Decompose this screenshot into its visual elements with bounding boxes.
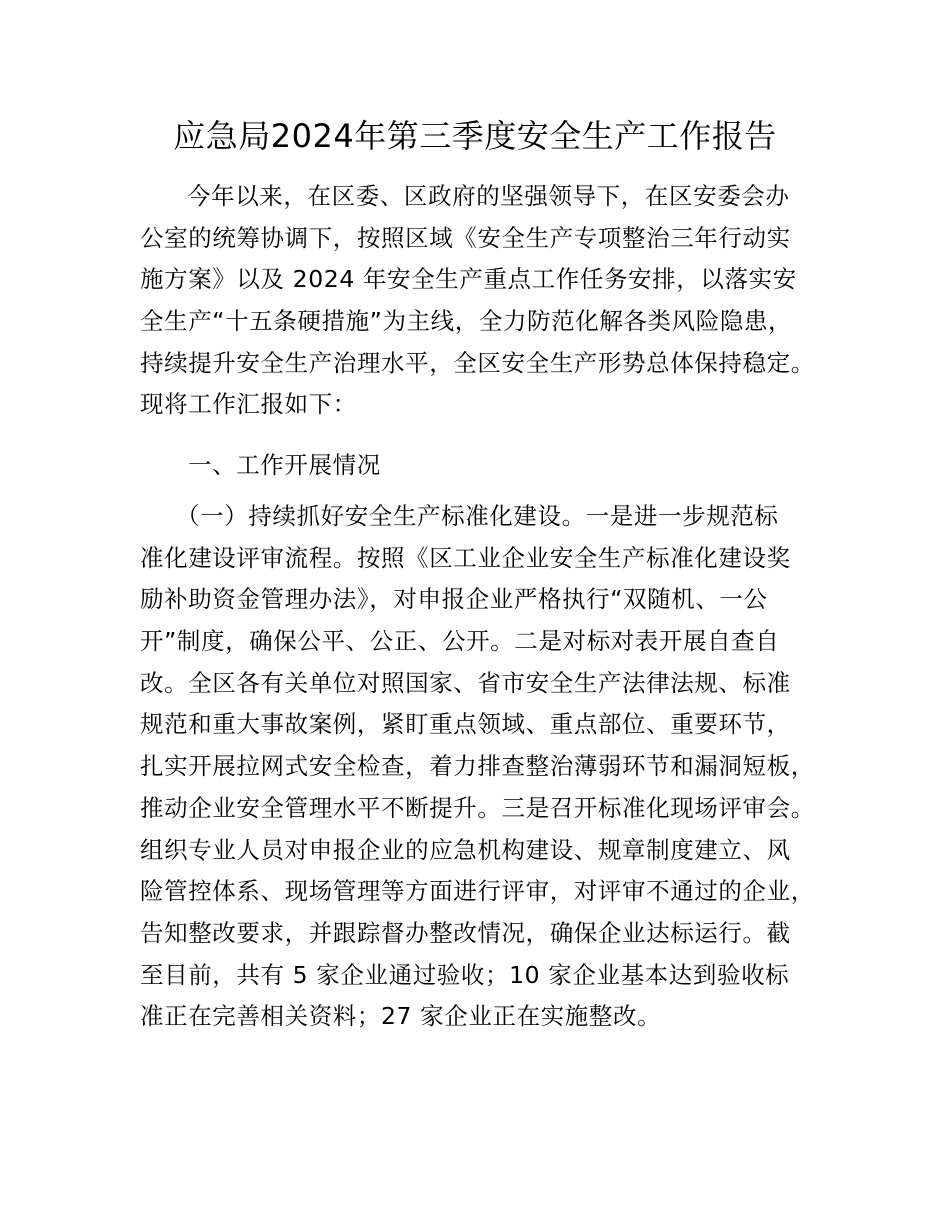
section-paragraph [140,496,840,1038]
paragraph-line: （一）持续抓好安全生产标准化建设。一是进一步规范标 [176,502,779,530]
paragraph-line: 改。全区各有关单位对照国家、省市安全生产法律法规、标准 [140,668,791,697]
section-heading: 一、工作开展情况 [188,451,381,479]
paragraph-line: 公室的统筹协调下，按照区域《安全生产专项整治三年行动实 [140,223,791,252]
paragraph-line: 扎实开展拉网式安全检查，着力排查整治薄弱环节和漏洞短板， [140,752,815,781]
paragraph-line: 现将工作汇报如下： [140,390,357,419]
paragraph-line: 励补助资金管理办法》，对申报企业严格执行“双随机、一公 [140,585,768,614]
paragraph-line: 全生产“十五条硬措施”为主线，全力防范化解各类风险隐患， [140,307,793,336]
paragraph-line: 组织专业人员对申报企业的应急机构建设、规章制度建立、风 [140,835,791,864]
paragraph-line: 告知整改要求，并跟踪督办整改情况，确保企业达标运行。截 [140,918,791,947]
document-title: 应急局2024年第三季度安全生产工作报告 [173,117,777,155]
intro-paragraph [140,176,840,426]
paragraph-line: 施方案》以及 2024 年安全生产重点工作任务安排，以落实安 [140,265,797,294]
paragraph-line: 今年以来，在区委、区政府的坚强领导下，在区安委会办 [187,182,790,210]
paragraph-line: 准化建设评审流程。按照《区工业企业安全生产标准化建设奖 [140,543,791,572]
paragraph-line: 准正在完善相关资料；27 家企业正在实施整改。 [140,1002,662,1031]
paragraph-line: 规范和重大事故案例，紧盯重点领域、重点部位、重要环节， [140,710,791,739]
paragraph-line: 至目前，共有 5 家企业通过验收；10 家企业基本达到验收标 [140,960,790,989]
paragraph-line: 推动企业安全管理水平不断提升。三是召开标准化现场评审会。 [140,793,815,822]
paragraph-line: 持续提升安全生产治理水平，全区安全生产形势总体保持稳定。 [140,348,815,377]
paragraph-line: 开”制度，确保公平、公正、公开。二是对标对表开展自查自 [140,627,780,656]
paragraph-line: 险管控体系、现场管理等方面进行评审，对评审不通过的企业， [140,877,815,906]
